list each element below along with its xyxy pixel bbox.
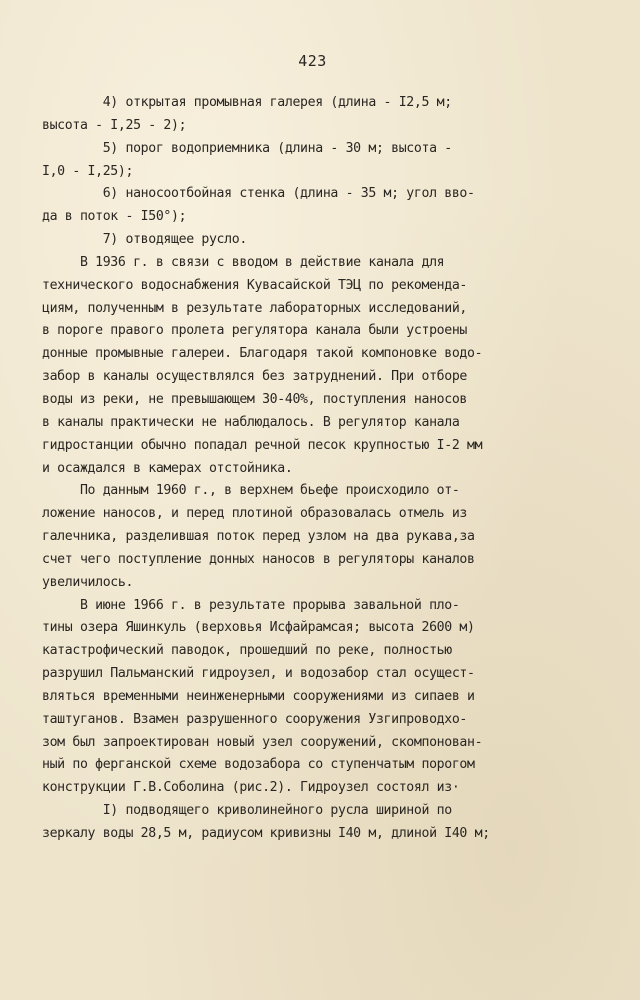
document-body [42, 92, 562, 846]
text-line: счет чего поступление донных наносов в регуляторы каналов [42, 551, 475, 567]
text-line: высота - I,25 - 2); [42, 117, 187, 133]
text-line: таштуганов. Взамен разрушенного сооружения Узгипроводхо- [42, 711, 468, 727]
text-line: в пороге правого пролета регулятора канала были устроены [42, 323, 468, 339]
text-line: В 1936 г. в связи с вводом в действие канала для [42, 254, 445, 270]
text-line: 5) порог водоприемника (длина - 30 м; высота - [42, 140, 452, 156]
text-line: I) подводящего криволинейного русла шириной по [42, 803, 452, 819]
text-line: конструкции Г.В.Соболина (рис.2). Гидроузел состоял из· [42, 780, 460, 796]
text-line: гидростанции обычно попадал речной песок крупностью I-2 мм [42, 437, 483, 453]
text-line: I,0 - I,25); [42, 163, 134, 179]
text-line: По данным 1960 г., в верхнем бьефе происходило от- [42, 483, 460, 499]
text-line: воды из реки, не превышающем 30-40%, поступления наносов [42, 391, 468, 407]
text-line: ный по ферганской схеме водозабора со ступенчатым порогом [42, 757, 475, 773]
text-line: 6) наносоотбойная стенка (длина - 35 м; угол вво- [42, 186, 475, 202]
text-line: зом был запроектирован новый узел сооружений, скомпонован- [42, 734, 483, 750]
text-line: разрушил Пальманский гидроузел, и водозабор стал осущест- [42, 666, 475, 682]
text-line: зеркалу воды 28,5 м, радиусом кривизны I40 м, длиной I40 м; [42, 826, 490, 841]
text-line: ложение наносов, и перед плотиной образовалась отмель из [42, 506, 468, 522]
text-line: тины озера Яшинкуль (верховья Исфайрамсая; высота 2600 м) [42, 620, 475, 636]
text-line: увеличилось. [42, 574, 134, 590]
text-line: и осаждался в камерах отстойника. [42, 460, 293, 476]
text-line: забор в каналы осуществлялся без затруднений. При отборе [42, 369, 468, 385]
page-number: 423 [298, 52, 327, 70]
text-line: галечника, разделившая поток перед узлом на два рукава,за [42, 529, 475, 545]
text-line: да в поток - I50°); [42, 209, 187, 225]
text-line: 7) отводящее русло. [42, 232, 247, 248]
text-line: 4) открытая промывная галерея (длина - I2,5 м; [42, 95, 452, 110]
text-line: вляться временными неинженерными сооружениями из сипаев и [42, 688, 475, 704]
text-line: в каналы практически не наблюдалось. В регулятор канала [42, 414, 460, 430]
text-line: В июне 1966 г. в результате прорыва завальной пло- [42, 597, 460, 613]
text-line: технического водоснабжения Кувасайской ТЭЦ по рекоменда- [42, 277, 468, 293]
text-line: циям, полученным в результате лабораторных исследований, [42, 300, 468, 316]
text-line: катастрофический паводок, прошедший по реке, полностью [42, 643, 452, 659]
text-line: донные промывные галереи. Благодаря такой компоновке водо- [42, 346, 483, 362]
